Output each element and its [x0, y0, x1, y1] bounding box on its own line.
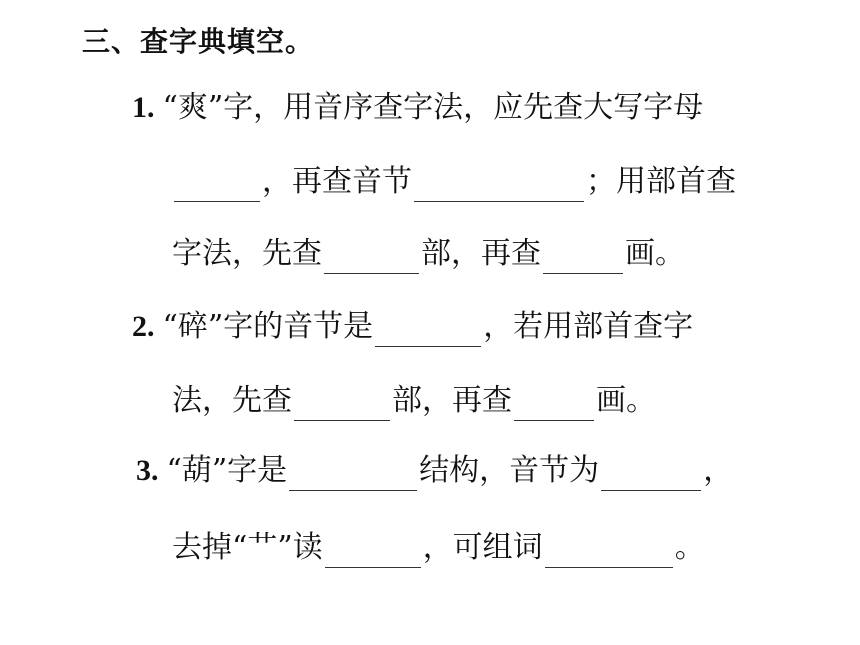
question-number: 3. [136, 454, 159, 487]
answer-blank[interactable] [174, 171, 260, 202]
question-text: ，若用部首查字 [483, 309, 694, 344]
question-text: 画。 [596, 383, 656, 418]
question-text: 画。 [625, 236, 685, 271]
question-3-line-1 [136, 451, 733, 491]
question-text: ，再查音节 [262, 164, 412, 199]
question-text: 部，再查 [421, 236, 541, 271]
answer-blank[interactable] [324, 243, 419, 274]
answer-blank[interactable] [514, 390, 594, 421]
answer-blank[interactable] [325, 537, 421, 568]
question-text: “葫”字是 [166, 453, 288, 488]
answer-blank[interactable] [289, 460, 417, 491]
answer-blank[interactable] [545, 537, 673, 568]
section-heading: 三、查字典填空。 [82, 25, 315, 58]
question-2-line-1 [132, 307, 693, 347]
question-text: ；用部首查 [586, 164, 736, 199]
question-1-line-2 [172, 162, 736, 202]
answer-blank[interactable] [543, 243, 623, 274]
question-text: “碎”字的音节是 [162, 309, 374, 344]
answer-blank[interactable] [601, 460, 701, 491]
question-text: 部，再查 [392, 383, 512, 418]
question-text: 结构，音节为 [419, 453, 600, 488]
question-2-line-2 [172, 381, 656, 421]
question-1-line-1 [132, 88, 703, 128]
question-number: 2. [132, 310, 155, 343]
question-text: 字法，先查 [172, 236, 322, 271]
question-text: “爽”字，用音序查字法，应先查大写字母 [162, 90, 704, 125]
answer-blank[interactable] [294, 390, 390, 421]
question-3-line-2 [172, 528, 705, 568]
question-text: 去掉“艹”读 [172, 530, 323, 565]
question-text: ，可组词 [422, 530, 543, 565]
question-text: ， [703, 453, 734, 488]
answer-blank[interactable] [375, 316, 481, 347]
question-text: 法，先查 [172, 383, 292, 418]
question-text: 。 [674, 530, 705, 565]
answer-blank[interactable] [414, 171, 584, 202]
question-number: 1. [132, 91, 155, 124]
question-1-line-3 [172, 234, 685, 274]
